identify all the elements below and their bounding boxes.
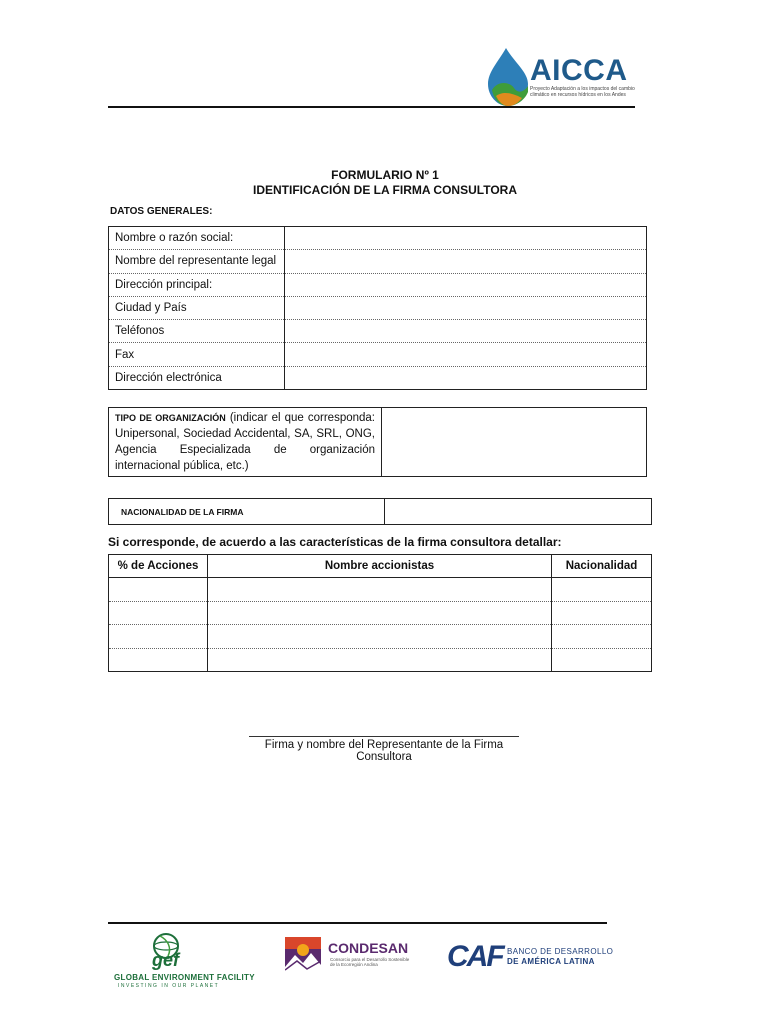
nationality-value[interactable] xyxy=(385,499,652,525)
general-field-row xyxy=(109,273,647,296)
logo-tagline: Proyecto Adaptación a los impactos del cambio climático en recursos hídricos en los Andes xyxy=(530,86,635,98)
general-field-label: Teléfonos xyxy=(109,320,285,343)
general-data-table xyxy=(108,226,647,390)
shareholder-row xyxy=(109,578,652,602)
general-field-row xyxy=(109,296,647,319)
section-general-heading: DATOS GENERALES: xyxy=(110,206,213,217)
condesan-mountain-icon xyxy=(285,937,321,971)
shareholder-nationality-cell[interactable] xyxy=(552,601,652,625)
column-header-shares: % de Acciones xyxy=(109,555,208,578)
signature-label: Firma y nombre del Representante de la Firma Consultora xyxy=(264,739,504,763)
general-field-value[interactable] xyxy=(285,250,647,273)
condesan-logo-subtitle: Consorcio para el Desarrollo Sostenible de la Ecorregión Andina xyxy=(330,957,410,967)
general-field-row xyxy=(109,227,647,250)
form-subtitle: IDENTIFICACIÓN DE LA FIRMA CONSULTORA xyxy=(253,183,517,197)
general-field-value[interactable] xyxy=(285,320,647,343)
header-divider xyxy=(108,106,635,108)
general-field-value[interactable] xyxy=(285,366,647,389)
organization-type-value[interactable] xyxy=(382,408,647,477)
organization-type-instructions: (indicar el que corresponda: Unipersonal, Sociedad Accidental, SA, SRL, ONG, Agencia Especializada de organización internacional pública, etc.) xyxy=(115,412,375,472)
shareholder-nationality-cell[interactable] xyxy=(552,625,652,649)
shareholder-shares-cell[interactable] xyxy=(109,648,208,672)
signature-line xyxy=(249,736,519,737)
condesan-logo-name: CONDESAN xyxy=(328,940,409,956)
gef-logo-name: GLOBAL ENVIRONMENT FACILITY xyxy=(114,973,255,982)
caf-logo-line2: DE AMÉRICA LATINA xyxy=(507,957,595,966)
shareholders-intro: Si corresponde, de acuerdo a las características de la firma consultora detallar: xyxy=(108,535,562,549)
shareholder-row xyxy=(109,625,652,649)
general-field-label: Nombre del representante legal xyxy=(109,250,285,273)
general-field-label: Dirección electrónica xyxy=(109,366,285,389)
general-field-label: Fax xyxy=(109,343,285,366)
shareholder-row xyxy=(109,601,652,625)
organization-type-heading: TIPO DE ORGANIZACIÓN xyxy=(115,413,226,423)
nationality-label: NACIONALIDAD DE LA FIRMA xyxy=(109,499,385,525)
general-field-label: Nombre o razón social: xyxy=(109,227,285,250)
general-field-label: Ciudad y País xyxy=(109,296,285,319)
footer-divider xyxy=(108,922,607,924)
caf-logo-mark: CAF xyxy=(447,940,503,973)
organization-type-table xyxy=(108,407,647,477)
general-field-value[interactable] xyxy=(285,273,647,296)
shareholder-row xyxy=(109,648,652,672)
shareholder-nationality-cell[interactable] xyxy=(552,578,652,602)
nationality-table xyxy=(108,498,652,525)
shareholder-shares-cell[interactable] xyxy=(109,578,208,602)
caf-logo-line1: BANCO DE DESARROLLO xyxy=(507,947,614,956)
shareholder-name-cell[interactable] xyxy=(208,648,552,672)
column-header-shareholder-names: Nombre accionistas xyxy=(208,555,552,578)
shareholder-shares-cell[interactable] xyxy=(109,601,208,625)
general-field-label: Dirección principal: xyxy=(109,273,285,296)
shareholder-name-cell[interactable] xyxy=(208,601,552,625)
shareholder-nationality-cell[interactable] xyxy=(552,648,652,672)
general-field-row xyxy=(109,343,647,366)
general-field-row xyxy=(109,250,647,273)
shareholder-name-cell[interactable] xyxy=(208,625,552,649)
gef-logo-tagline: INVESTING IN OUR PLANET xyxy=(118,983,220,989)
general-field-value[interactable] xyxy=(285,227,647,250)
general-field-row xyxy=(109,366,647,389)
organization-type-label xyxy=(109,408,382,477)
shareholder-shares-cell[interactable] xyxy=(109,625,208,649)
shareholders-table xyxy=(108,554,652,672)
shareholder-name-cell[interactable] xyxy=(208,578,552,602)
general-field-value[interactable] xyxy=(285,343,647,366)
gef-logo-word: gef xyxy=(152,950,179,970)
form-title: FORMULARIO Nº 1 xyxy=(331,168,439,182)
column-header-nationality: Nacionalidad xyxy=(552,555,652,578)
general-field-value[interactable] xyxy=(285,296,647,319)
logo-name: AICCA xyxy=(530,54,628,87)
general-field-row xyxy=(109,320,647,343)
